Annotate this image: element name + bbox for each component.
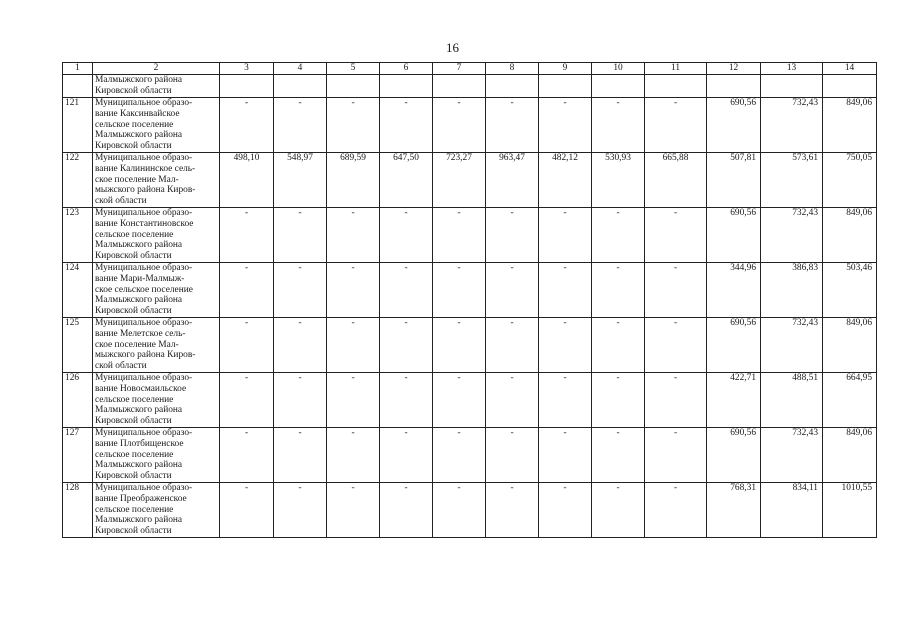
value-cell-col-14: 750,05: [823, 153, 877, 208]
name-line: сельское поселение: [95, 504, 174, 515]
column-header-14: 14: [823, 63, 877, 75]
value-cell-col-9: -: [539, 483, 592, 538]
value-cell-col-14: 849,06: [823, 98, 877, 153]
value-cell-col-4: -: [274, 428, 327, 483]
value-cell-col-3: [220, 75, 274, 98]
value-cell-col-5: -: [327, 263, 380, 318]
value-cell-col-7: -: [433, 428, 486, 483]
name-line: Кировской области: [95, 526, 172, 537]
column-header-2: 2: [93, 63, 220, 75]
column-header-7: 7: [433, 63, 486, 75]
value-cell-col-9: -: [539, 98, 592, 153]
name-line: Кировской области: [95, 251, 172, 262]
value-cell-col-10: -: [592, 98, 645, 153]
name-line: вание Новосмаильское: [95, 383, 187, 394]
table-header: [63, 63, 877, 75]
value-cell-col-6: -: [380, 263, 433, 318]
value-cell-col-4: -: [274, 263, 327, 318]
name-line: Муниципальное образо-: [95, 263, 193, 273]
value-cell-col-11: -: [645, 263, 707, 318]
row-number: 122: [63, 153, 93, 208]
name-line: вание Мари-Малмыж-: [95, 273, 185, 284]
value-cell-col-8: 963,47: [486, 153, 539, 208]
value-cell-col-12: 768,31: [707, 483, 761, 538]
name-line: вание Константиновское: [95, 218, 194, 229]
table-row: [63, 373, 877, 428]
value-cell-col-12: 507,81: [707, 153, 761, 208]
name-line: Малмыжского района: [95, 460, 183, 471]
name-line: вание Плотбищенское: [95, 438, 184, 449]
value-cell-col-10: -: [592, 318, 645, 373]
value-cell-col-9: -: [539, 208, 592, 263]
value-cell-col-4: [274, 75, 327, 98]
value-cell-col-4: -: [274, 98, 327, 153]
value-cell-col-9: -: [539, 373, 592, 428]
value-cell-col-10: -: [592, 208, 645, 263]
value-cell-col-13: 834,11: [761, 483, 823, 538]
row-number: 123: [63, 208, 93, 263]
value-cell-col-5: -: [327, 98, 380, 153]
name-line: Муниципальное образо-: [95, 318, 193, 328]
value-cell-col-8: [486, 75, 539, 98]
value-cell-col-12: 690,56: [707, 428, 761, 483]
value-cell-col-8: -: [486, 208, 539, 263]
name-line: сельское поселение: [95, 449, 174, 460]
column-header-9: 9: [539, 63, 592, 75]
name-line: Кировской области: [95, 85, 172, 96]
row-number: 128: [63, 483, 93, 538]
value-cell-col-13: 732,43: [761, 208, 823, 263]
value-cell-col-11: -: [645, 373, 707, 428]
name-line: вание Мелетское сель-: [95, 328, 186, 339]
value-cell-col-14: 664,95: [823, 373, 877, 428]
name-line: Муниципальное образо-: [95, 153, 193, 163]
value-cell-col-7: 723,27: [433, 153, 486, 208]
value-cell-col-9: -: [539, 428, 592, 483]
value-cell-col-3: -: [220, 318, 274, 373]
value-cell-col-11: -: [645, 483, 707, 538]
table-row: [63, 483, 877, 538]
value-cell-col-9: -: [539, 318, 592, 373]
name-line: Кировской области: [95, 416, 172, 427]
value-cell-col-4: 548,97: [274, 153, 327, 208]
value-cell-col-5: -: [327, 318, 380, 373]
name-line: Кировской области: [95, 306, 172, 317]
value-cell-col-8: -: [486, 318, 539, 373]
value-cell-col-13: 386,83: [761, 263, 823, 318]
name-line: ское поселение Мал-: [95, 339, 179, 350]
value-cell-col-14: 849,06: [823, 208, 877, 263]
value-cell-col-5: -: [327, 373, 380, 428]
name-line: Муниципальное образо-: [95, 483, 193, 493]
name-line: ской области: [95, 196, 147, 207]
value-cell-col-9: [539, 75, 592, 98]
value-cell-col-5: -: [327, 483, 380, 538]
value-cell-col-12: [707, 75, 761, 98]
row-number: 124: [63, 263, 93, 318]
value-cell-col-10: -: [592, 428, 645, 483]
value-cell-col-12: 690,56: [707, 98, 761, 153]
value-cell-col-13: [761, 75, 823, 98]
value-cell-col-7: -: [433, 263, 486, 318]
municipality-name: [93, 153, 220, 208]
value-cell-col-11: -: [645, 98, 707, 153]
value-cell-col-6: -: [380, 483, 433, 538]
table-row: [63, 208, 877, 263]
value-cell-col-14: 503,46: [823, 263, 877, 318]
value-cell-col-4: -: [274, 483, 327, 538]
value-cell-col-8: -: [486, 483, 539, 538]
value-cell-col-14: 1010,55: [823, 483, 877, 538]
value-cell-col-14: 849,06: [823, 318, 877, 373]
value-cell-col-4: -: [274, 373, 327, 428]
value-cell-col-5: [327, 75, 380, 98]
value-cell-col-6: [380, 75, 433, 98]
name-line: Малмыжского района: [95, 130, 183, 141]
table-row: [63, 318, 877, 373]
name-line: Малмыжского района: [95, 295, 183, 306]
value-cell-col-4: -: [274, 318, 327, 373]
table-row: [63, 98, 877, 153]
municipality-name: [93, 98, 220, 153]
name-line: сельское поселение: [95, 394, 174, 405]
column-header-13: 13: [761, 63, 823, 75]
value-cell-col-11: 665,88: [645, 153, 707, 208]
value-cell-col-3: -: [220, 428, 274, 483]
table-row: [63, 263, 877, 318]
value-cell-col-3: -: [220, 263, 274, 318]
row-number: 126: [63, 373, 93, 428]
value-cell-col-13: 488,51: [761, 373, 823, 428]
value-cell-col-7: -: [433, 373, 486, 428]
value-cell-col-10: -: [592, 263, 645, 318]
value-cell-col-12: 422,71: [707, 373, 761, 428]
value-cell-col-8: -: [486, 263, 539, 318]
column-header-8: 8: [486, 63, 539, 75]
value-cell-col-12: 690,56: [707, 208, 761, 263]
name-line: ское сельское поселение: [95, 284, 193, 295]
column-header-11: 11: [645, 63, 707, 75]
name-line: Малмыжского района: [95, 515, 183, 526]
value-cell-col-6: -: [380, 373, 433, 428]
name-line: Муниципальное образо-: [95, 98, 193, 108]
header-row: [63, 63, 877, 75]
value-cell-col-6: 647,50: [380, 153, 433, 208]
data-table: [62, 62, 877, 538]
municipality-name: [93, 483, 220, 538]
value-cell-col-8: -: [486, 428, 539, 483]
value-cell-col-5: -: [327, 208, 380, 263]
row-number: 121: [63, 98, 93, 153]
value-cell-col-13: 732,43: [761, 428, 823, 483]
value-cell-col-13: 732,43: [761, 318, 823, 373]
table-row: [63, 153, 877, 208]
column-header-3: 3: [220, 63, 274, 75]
municipality-name: [93, 373, 220, 428]
value-cell-col-3: -: [220, 208, 274, 263]
name-line: Муниципальное образо-: [95, 373, 193, 383]
municipality-name: [93, 428, 220, 483]
table-row: [63, 428, 877, 483]
name-line: Кировской области: [95, 471, 172, 482]
value-cell-col-12: 344,96: [707, 263, 761, 318]
name-line: ское поселение Мал-: [95, 174, 179, 185]
name-line: вание Калининское сель-: [95, 163, 196, 174]
value-cell-col-3: -: [220, 373, 274, 428]
name-line: ской области: [95, 361, 147, 372]
name-line: Малмыжского района: [95, 75, 183, 85]
value-cell-col-7: -: [433, 208, 486, 263]
column-header-10: 10: [592, 63, 645, 75]
municipality-name: [93, 263, 220, 318]
value-cell-col-11: -: [645, 318, 707, 373]
column-header-5: 5: [327, 63, 380, 75]
value-cell-col-13: 573,61: [761, 153, 823, 208]
municipality-name: [93, 208, 220, 263]
row-number: [63, 75, 93, 98]
name-line: сельское поселение: [95, 229, 174, 240]
value-cell-col-10: [592, 75, 645, 98]
value-cell-col-3: 498,10: [220, 153, 274, 208]
value-cell-col-10: -: [592, 373, 645, 428]
value-cell-col-7: [433, 75, 486, 98]
name-line: Малмыжского района: [95, 240, 183, 251]
name-line: сельское поселение: [95, 119, 174, 130]
name-line: Малмыжского района: [95, 405, 183, 416]
page-number: 16: [446, 40, 459, 55]
table-body: [63, 75, 877, 538]
name-line: мыжского района Киров-: [95, 350, 196, 361]
value-cell-col-11: -: [645, 208, 707, 263]
name-line: Муниципальное образо-: [95, 428, 193, 438]
value-cell-col-10: -: [592, 483, 645, 538]
value-cell-col-11: -: [645, 428, 707, 483]
value-cell-col-14: 849,06: [823, 428, 877, 483]
value-cell-col-6: -: [380, 428, 433, 483]
value-cell-col-9: 482,12: [539, 153, 592, 208]
name-line: Кировской области: [95, 141, 172, 152]
value-cell-col-3: -: [220, 483, 274, 538]
value-cell-col-14: [823, 75, 877, 98]
value-cell-col-5: -: [327, 428, 380, 483]
column-header-12: 12: [707, 63, 761, 75]
value-cell-col-13: 732,43: [761, 98, 823, 153]
value-cell-col-7: -: [433, 98, 486, 153]
value-cell-col-6: -: [380, 208, 433, 263]
column-header-6: 6: [380, 63, 433, 75]
name-line: вание Преображенское: [95, 493, 187, 504]
municipality-name: [93, 318, 220, 373]
column-header-1: 1: [63, 63, 93, 75]
column-header-4: 4: [274, 63, 327, 75]
value-cell-col-3: -: [220, 98, 274, 153]
value-cell-col-11: [645, 75, 707, 98]
value-cell-col-6: -: [380, 318, 433, 373]
value-cell-col-8: -: [486, 98, 539, 153]
value-cell-col-6: -: [380, 98, 433, 153]
value-cell-col-12: 690,56: [707, 318, 761, 373]
value-cell-col-5: 689,59: [327, 153, 380, 208]
value-cell-col-7: -: [433, 318, 486, 373]
name-line: мыжского района Киров-: [95, 185, 196, 196]
value-cell-col-10: 530,93: [592, 153, 645, 208]
municipality-name: [93, 75, 220, 98]
row-number: 125: [63, 318, 93, 373]
table-row: [63, 75, 877, 98]
value-cell-col-4: -: [274, 208, 327, 263]
value-cell-col-9: -: [539, 263, 592, 318]
value-cell-col-7: -: [433, 483, 486, 538]
name-line: вание Каксинвайское: [95, 108, 180, 119]
name-line: Муниципальное образо-: [95, 208, 193, 218]
value-cell-col-8: -: [486, 373, 539, 428]
row-number: 127: [63, 428, 93, 483]
